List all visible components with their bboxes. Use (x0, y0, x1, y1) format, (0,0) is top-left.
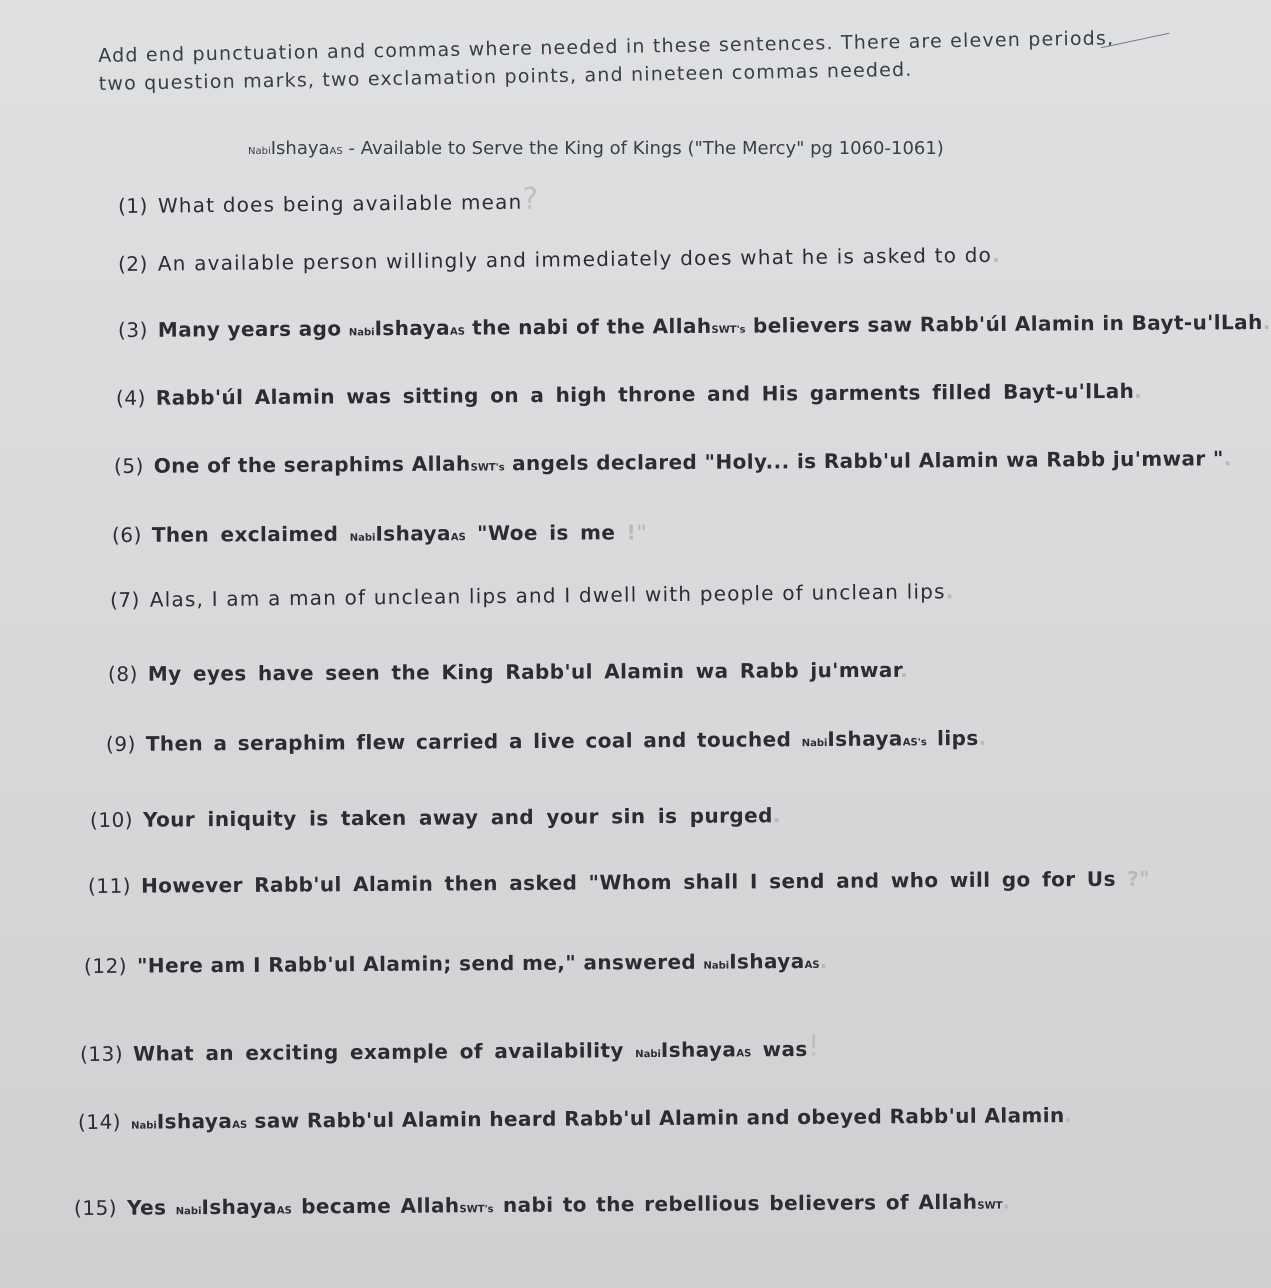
nabi-prefix: Nabi (349, 532, 376, 544)
sentence-15 (74, 1189, 1011, 1220)
punctuation-mark: . (819, 948, 828, 973)
punctuation-mark: . (978, 725, 987, 750)
sentence-number: (1) (117, 193, 148, 218)
sentence-number: (8) (107, 661, 138, 686)
title-prefix: Nabi (248, 146, 271, 157)
as-suffix: AS (450, 532, 466, 544)
nabi-prefix: Nabi (175, 1206, 202, 1218)
sentence-number: (10) (89, 807, 134, 832)
sentence-name: Ishaya (729, 948, 805, 974)
as-suffix: AS (232, 1119, 248, 1131)
swt-suffix: SWT's (459, 1204, 494, 1216)
sentence-number: (15) (73, 1195, 118, 1220)
punctuation-mark: ? (522, 181, 540, 217)
sentence-name: Ishaya (374, 315, 451, 341)
punctuation-mark: . (1064, 1103, 1073, 1128)
punctuation-mark: . (945, 579, 955, 604)
sentence-8 (108, 658, 908, 686)
sentence-text: "Here am I Rabb'ul Alamin; send me," answered (136, 949, 704, 978)
sentence-number: (14) (77, 1109, 122, 1134)
as-suffix: AS (804, 959, 820, 971)
sentence-text: Then exclaimed (151, 521, 350, 547)
punctuation-mark: . (1002, 1189, 1011, 1214)
sentence-text: nabi to the rebellious believers of Allah (493, 1189, 978, 1218)
sentence-text: My eyes have seen the King Rabb'ul Alamin wa Rabb ju'mwar (147, 657, 901, 686)
punctuation-mark: . (1262, 309, 1271, 335)
sentence-text: the nabi of the Allah (464, 313, 712, 340)
sentence-number: (12) (83, 953, 128, 978)
nabi-prefix: Nabi (703, 960, 730, 972)
instructions (98, 24, 1139, 98)
sentence-name: Ishaya (660, 1037, 737, 1062)
punctuation-mark: . (772, 803, 781, 828)
sentence-text: lips (926, 725, 979, 751)
sentence-text: Many years ago (157, 316, 349, 342)
title-name: Ishaya (270, 138, 330, 159)
punctuation-mark: . (991, 242, 1001, 267)
sentence-text: However Rabb'ul Alamin then asked "Whom shall I send and who will go for Us (140, 866, 1128, 898)
punctuation-mark: ! (807, 1028, 821, 1064)
swt-suffix: SWT's (711, 324, 746, 336)
sentence-number: (7) (109, 587, 140, 612)
nabi-prefix: Nabi (635, 1048, 661, 1061)
sentence-1 (118, 182, 540, 221)
sentence-6 (112, 520, 647, 547)
nabi-prefix: Nabi (131, 1120, 157, 1132)
sentence-7 (110, 579, 955, 612)
as-suffix: AS (736, 1048, 752, 1060)
sentence-9 (106, 726, 987, 756)
sentence-text: angels declared "Holy... is Rabb'ul Alamin wa Rabb ju'mwar " (504, 446, 1224, 476)
instructions-line-1: Add end punctuation and commas where needed in these sentences. There are eleven periods, (98, 27, 1115, 67)
sentence-14 (78, 1103, 1073, 1134)
sentence-text: "Woe is me (465, 520, 627, 546)
sentence-13 (80, 1029, 820, 1069)
instructions-line-2: two question marks, two exclamation points, and nineteen commas needed. (98, 58, 913, 95)
sentence-12 (84, 949, 828, 978)
sentence-name: Ishaya (201, 1194, 277, 1220)
sentence-11 (88, 867, 1150, 898)
punctuation-mark: . (900, 657, 909, 682)
sentence-3 (118, 310, 1271, 342)
sentence-number: (3) (117, 317, 148, 342)
title-suffix: AS (329, 146, 343, 157)
sentence-5 (114, 446, 1232, 478)
swt-suffix: SWT (977, 1200, 1003, 1212)
as-suffix: AS (276, 1205, 292, 1217)
sentence-text: saw Rabb'ul Alamin heard Rabb'ul Alamin and obeyed Rabb'ul Alamin (247, 1103, 1065, 1133)
sentence-text: was (751, 1036, 808, 1062)
sentence-text: Yes (126, 1195, 176, 1220)
sentence-name: Ishaya (827, 726, 903, 751)
sentence-text: What an exciting example of availability (132, 1038, 636, 1066)
sentence-text: Then a seraphim flew carried a live coal and touched (145, 727, 802, 756)
sentence-number: (4) (115, 385, 146, 410)
nabi-prefix: Nabi (801, 737, 828, 750)
sentence-name: Ishaya (156, 1108, 233, 1134)
sentence-number: (11) (87, 873, 132, 898)
swt-suffix: SWT's (470, 462, 505, 474)
sentence-text: believers saw Rabb'úl Alamin in Bayt-u'lLah (745, 310, 1263, 338)
sentence-2 (118, 243, 1001, 276)
sentence-4 (116, 379, 1142, 410)
sentence-text: Alas, I am a man of unclean lips and I dwell with people of unclean lips (149, 579, 946, 612)
sentence-text: became Allah (291, 1193, 460, 1219)
title-rest: - Available to Serve the King of Kings ("The Mercy" pg 1060-1061) (342, 138, 944, 159)
sentence-number: (5) (113, 453, 144, 478)
punctuation-mark: . (1134, 378, 1143, 403)
sentence-10 (90, 803, 781, 832)
sentence-text: One of the seraphims Allah (153, 451, 471, 478)
nabi-prefix: Nabi (348, 327, 375, 339)
sentence-text: An available person willingly and immediately does what he is asked to do (157, 242, 993, 276)
sentence-number: (9) (105, 731, 136, 756)
worksheet-title (248, 138, 1048, 159)
sentence-text: What does being available mean (157, 189, 523, 218)
punctuation-mark: . (1223, 446, 1232, 471)
sentence-text: Your iniquity is taken away and your sin is purged (142, 803, 773, 832)
punctuation-mark: !" (626, 520, 648, 545)
sentence-number: (2) (117, 251, 148, 276)
sentence-number: (6) (111, 522, 142, 547)
sentence-text: Rabb'úl Alamin was sitting on a high throne and His garments filled Bayt-u'lLah (155, 378, 1135, 410)
as-suffix: AS's (902, 737, 927, 749)
as-suffix: AS (449, 326, 465, 338)
punctuation-mark: ?" (1127, 866, 1151, 891)
sentence-number: (13) (79, 1041, 124, 1066)
sentence-name: Ishaya (375, 521, 451, 546)
